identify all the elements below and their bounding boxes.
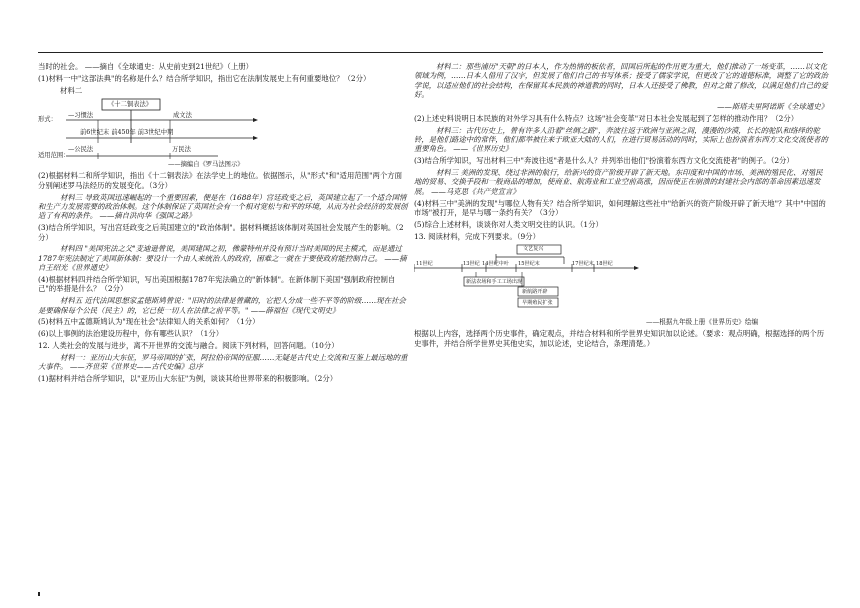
event-label: 新法农场和手工工场出现	[466, 279, 523, 286]
material-5: 材料五 近代法国思想家孟德斯鸠曾说："旧时的法律是曾藏的，它把人分成一些不平等的阶级……现在社会是要确保每个公民（民主）的，它已使一切人在法律之前平等。" ——薛福恒《现代文明史》	[38, 296, 406, 315]
question-3: (3)结合所学知识，写出宫廷政变之后英国建立的"政治体制"。据材料概括该体制对英国社会发展产生的影响。（2分）	[38, 223, 404, 242]
question-5: (5)材料五中孟德斯鸠认为"现在社会"法律知人的关系如何？（1分）	[38, 317, 260, 327]
tick-label: 18世纪	[596, 261, 613, 268]
question-1: (1)材料一中"这部法典"的名称是什么？结合所学知识，指出它在法制发展史上有何重要地位？（2分）	[38, 73, 371, 83]
event-label: 早期殖民扩张	[522, 300, 553, 307]
custom-law-label: —习惯法	[68, 112, 94, 120]
question-12-heading: 12. 人类社会的发展与进步，离不开世界的交流与融合。阅读下列材料，回答问题。（10分）	[38, 341, 339, 351]
question-12-3: (3)结合所学知识，写出材料三中"奔波往返"者是什么人？并列举出他们"扮演着东西方文化交流使者"的例子。（2分）	[414, 156, 794, 166]
question-4: (4)根据材料四并结合所学知识，写出美国根据1787年宪法确立的"新体制"。在新体制下美国"强制政府控制自己"的举措是什么？（2分）	[38, 275, 396, 294]
left-column	[38, 62, 408, 386]
material-1-q12: 材料一：亚历山大东征，罗马帝国的扩张，阿拉伯帝国的征服……无疑是古代史上交流和互鉴上最远地的重大事件。 ——齐世荣《世界史——古代史编》总序	[38, 352, 408, 372]
tick-label: 11世纪	[416, 261, 433, 268]
question-13-heading: 13. 阅读材料，完成下列要求。（9分）	[414, 231, 540, 241]
question-12-1: (1)据材料并结合所学知识，以"亚历山大东征"为例，谈谈其给世界带来的积极影响。（2分）	[38, 374, 338, 384]
question-12-2: (2)上述史料说明日本民族的对外学习具有什么特点？这场"社会变革"对日本社会发展起到了怎样的推动作用？（2分）	[414, 113, 799, 123]
question-2: (2)根据材料二和所学知识，指出《十二铜表法》在法学史上的地位。依据图示，从"形式"和"适用范围"两个方面分别阐述罗马法经历的发展变化。（3分）	[38, 171, 403, 190]
form-label: 形式：	[38, 116, 57, 124]
law-of-nations-label: 万民法	[172, 146, 191, 154]
material-2-q12: 材料二：那些浦历"天朝"的日本人，作为热情的板依者，回国后所起的作用更为重大，他们推动了一场变革，……以文化领域为例，……日本人借用了汉字，但发展了他们自己的书写体系；接受了儒家学说，但更改了它的道德标准，调整了它的政治学说，以适应他们的社会结构，在保留其本民族的神道教的同时，日本人还接受了佛教，但对之做了修改，以满足他们自己的爱好。	[414, 62, 828, 100]
history-timeline	[414, 243, 828, 327]
tick-label: 17世纪末	[572, 261, 594, 268]
timeline-source: ——根据九年级上册《世界历史》绘编	[646, 318, 759, 327]
question-12-4: (4)材料三中"美洲的发现"与哪位人物有关？结合所学知识，如何理解这些社中"给新兴的资产阶级开辟了新天地"？其中"中国的市场"被打开，是早与哪一条约有关？（3分）	[414, 198, 826, 218]
citizen-law-label: —公民法	[68, 146, 94, 154]
event-label: 新航路开辟	[522, 289, 548, 296]
right-column	[414, 62, 828, 351]
text-line: 当时的社会。 ——摘自《全球通史：从史前史到21世纪》（上册）	[38, 62, 253, 71]
material-3: 材料三 导致英国迅速崛起的一个重要因素，便是在（1688年）宫廷政变之后，英国建立起了一个适合国情和生产力发展需要的政治体制。这个体制保证了英国社会有一个相对宽松与和平的环境，从而为社会经济的发展创造了有利的条件。 ——摘自洪向华《强国之路》	[38, 192, 408, 221]
material-3-q12: 材料三：古代历史上，曾有许多人沿着"丝绸之路"，奔波往返于欧洲与亚洲之间，漫漫的沙漠，长长的驼队和络绎的驼铃，是他们路途中的常伴，他们都举被往来于欧亚大陆的人们，在进行贸易活动的同时，实际上也扮演者东西方文化交流使者的重要角色。 ——《世界历史》	[414, 125, 828, 154]
page-mark	[38, 592, 40, 596]
material-4-q12: 材料三 美洲的发现、绕过非洲的航行，给新兴的资产阶级开辟了新天地。东印度和中国的市场、美洲的殖民化、对殖民地的贸易、交换手段和一般商品的增加，使商业、航海业和工业空前高涨，因而使正在崩溃的封建社会内部的革命因素迅速发展。 ——马克思《共产党宣言》	[414, 168, 823, 196]
diagram-source: ——摘编自《罗马法图示》	[168, 161, 244, 169]
tick-label: 14世纪中叶	[482, 261, 509, 268]
material-2-heading: 材料二	[60, 85, 83, 95]
diagram-title: 《十二铜表法》	[108, 101, 153, 109]
material-2-source: ——斯塔夫里阿诺斯《全球通史》	[717, 102, 828, 112]
year-labels: 前6世纪末 前450年 前3世纪中期	[80, 129, 174, 137]
roman-law-diagram	[38, 97, 408, 169]
question-6: (6)以上事例的法治建设历程中，你有哪些认识？（1分）	[38, 329, 224, 339]
tick-label: 13世纪	[463, 261, 480, 268]
header-rule	[38, 52, 823, 53]
tick-label: 15世纪末	[518, 261, 540, 268]
material-4: 材料四 "美国宪法之父"麦迪逊曾说，美国建国之初，佛蒙特州并没有预计当时美国的民主模式，而是通过1787年宪法制定了美国新体制：要设计一个由人来统治人的政府，困难之一就在于要使政府能控制自己。 ——摘自王绍光《世界通史》	[38, 244, 407, 273]
renaissance-label: 文艺复兴	[523, 246, 544, 253]
question-12-5: (5)综合上述材料，谈谈你对人类文明交往的认识。（1分）	[414, 219, 603, 229]
written-law-label: 成文法	[173, 112, 192, 120]
scope-label: 适用范围：	[38, 152, 70, 160]
timeline-lines	[414, 243, 674, 327]
question-13-task: 根据以上内容，选择两个历史事件，确定观点，并结合材料和所学世界史知识加以论述。（要求：观点明确，根据选择的两个历史事件，并结合所学世界史其他史实，加以论述，史论结合，条理清楚。）	[414, 329, 825, 348]
